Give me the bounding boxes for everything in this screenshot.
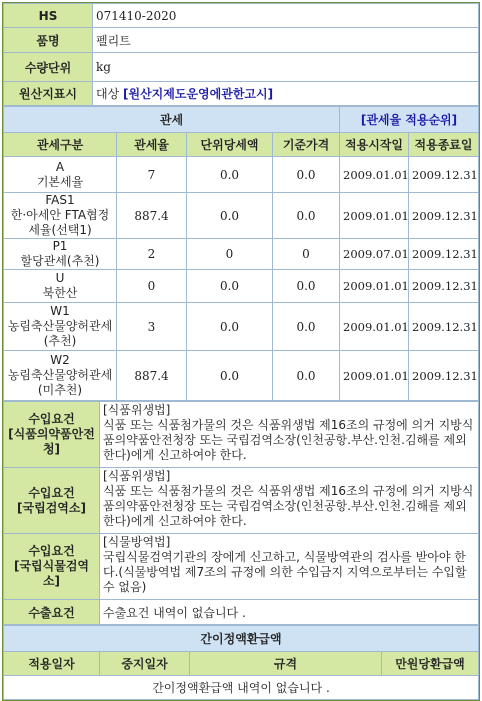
hs-label: HS: [4, 4, 93, 28]
table-row: [4, 270, 479, 303]
tariff-per-unit: 0.0: [187, 351, 273, 401]
table-row: [4, 303, 479, 351]
origin-notice-link[interactable]: [원산지제도운영에관한고시]: [123, 87, 274, 101]
tariff-header-row: [4, 133, 479, 157]
requirement-row: [4, 402, 479, 468]
hs-value: 071410-2020: [93, 4, 479, 28]
tariff-start-date: 2009.01.01: [340, 270, 409, 303]
tariff-per-unit: 0.0: [187, 193, 273, 239]
tariff-rate: 0: [117, 270, 187, 303]
tariff-base-price: 0.0: [273, 303, 340, 351]
tariff-rate: 3: [117, 303, 187, 351]
tariff-start-date: 2009.01.01: [340, 351, 409, 401]
refund-section-title: 간이정액환급액: [4, 626, 479, 652]
requirement-row: [4, 534, 479, 600]
tariff-base-price: 0.0: [273, 351, 340, 401]
tariff-per-unit: 0: [187, 239, 273, 270]
origin-cell: [93, 82, 479, 106]
tariff-info-panel: [2, 2, 480, 701]
tariff-type: W1 농림축산물양허관세(추천): [4, 303, 117, 351]
tariff-end-date: 2009.12.31: [409, 239, 479, 270]
tariff-base-price: 0: [273, 239, 340, 270]
item-info-table: [3, 3, 479, 106]
tariff-end-date: 2009.12.31: [409, 351, 479, 401]
export-label: 수출요건: [4, 600, 100, 625]
tariff-rate: 887.4: [117, 351, 187, 401]
tariff-base-price: 0.0: [273, 157, 340, 193]
tariff-order-link[interactable]: [관세율 적용순위]: [340, 107, 479, 133]
tariff-rate: 2: [117, 239, 187, 270]
requirement-label: 수입요건 [국립식물검역소]: [4, 534, 100, 600]
requirement-law: [식물방역법]: [103, 535, 171, 549]
col-header-base-price: 기준가격: [273, 133, 340, 157]
tariff-type: W2 농림축산물양허관세(미추천): [4, 351, 117, 401]
requirement-text: 국립식물검역기관의 장에게 신고하고, 식물방역관의 검사를 받아야 한다.(식물방역법 제7조의 규정에 의한 수입금지 지역으로부터는 수입할 수 없음): [103, 550, 467, 594]
requirement-row: [4, 468, 479, 534]
tariff-base-price: 0.0: [273, 193, 340, 239]
origin-label: 원산지표시: [4, 82, 93, 106]
col-header-apply-date: 적용일자: [4, 652, 100, 676]
tariff-start-date: 2009.01.01: [340, 157, 409, 193]
requirement-label: 수입요건 [식품의약품안전청]: [4, 402, 100, 468]
col-header-end-date: 적용종료일: [409, 133, 479, 157]
tariff-end-date: 2009.12.31: [409, 157, 479, 193]
tariff-start-date: 2009.07.01: [340, 239, 409, 270]
tariff-per-unit: 0.0: [187, 303, 273, 351]
tariff-type: U 북한산: [4, 270, 117, 303]
table-row: [4, 351, 479, 401]
table-row: [4, 239, 479, 270]
tariff-section-title: 관세: [4, 107, 340, 133]
export-text: 수출요건 내역이 없습니다 .: [100, 600, 479, 625]
tariff-start-date: 2009.01.01: [340, 193, 409, 239]
refund-header-row: [4, 652, 479, 676]
tariff-table: [3, 106, 479, 401]
tariff-rate: 887.4: [117, 193, 187, 239]
col-header-refund-amount: 만원당환급액: [382, 652, 479, 676]
tariff-start-date: 2009.01.01: [340, 303, 409, 351]
tariff-per-unit: 0.0: [187, 157, 273, 193]
tariff-rate: 7: [117, 157, 187, 193]
requirement-law: [식품위생법]: [103, 403, 171, 417]
requirement-cell: [100, 402, 479, 468]
tariff-type: P1 할당관세(추천): [4, 239, 117, 270]
name-value: 펠리트: [93, 28, 479, 53]
origin-value: 대상: [96, 87, 120, 101]
requirement-text: 식품 또는 식품첨가물의 것은 식품위생법 제16조의 규정에 의거 지방식품의약품안전청장 또는 국립검역소장(인천공항.부산.인천.김해를 제외한다)에게 신고하여야 한다.: [103, 418, 474, 462]
name-label: 품명: [4, 28, 93, 53]
tariff-end-date: 2009.12.31: [409, 303, 479, 351]
requirement-cell: [100, 468, 479, 534]
export-row: [4, 600, 479, 625]
unit-value: kg: [93, 53, 479, 82]
requirement-label: 수입요건 [국립검역소]: [4, 468, 100, 534]
refund-empty-text: 간이정액환급액 내역이 없습니다 .: [4, 676, 479, 700]
col-header-spec: 규격: [190, 652, 382, 676]
col-header-stop-date: 중지일자: [100, 652, 190, 676]
refund-table: [3, 625, 479, 700]
tariff-end-date: 2009.12.31: [409, 193, 479, 239]
table-row: [4, 157, 479, 193]
requirement-text: 식품 또는 식품첨가물의 것은 식품위생법 제16조의 규정에 의거 지방식품의약품안전청장 또는 국립검역소장(인천공항.부산.인천.김해를 제외한다)에게 신고하여야 한다.: [103, 484, 474, 528]
unit-label: 수량단위: [4, 53, 93, 82]
tariff-per-unit: 0.0: [187, 270, 273, 303]
requirement-cell: [100, 534, 479, 600]
table-row: [4, 193, 479, 239]
tariff-type: FAS1 한·아세안 FTA협정세율(선택1): [4, 193, 117, 239]
tariff-type: A 기본세율: [4, 157, 117, 193]
tariff-base-price: 0.0: [273, 270, 340, 303]
requirement-law: [식품위생법]: [103, 469, 171, 483]
col-header-rate: 관세율: [117, 133, 187, 157]
col-header-start-date: 적용시작일: [340, 133, 409, 157]
tariff-end-date: 2009.12.31: [409, 270, 479, 303]
col-header-per-unit: 단위당세액: [187, 133, 273, 157]
requirements-table: [3, 401, 479, 625]
col-header-type: 관세구분: [4, 133, 117, 157]
